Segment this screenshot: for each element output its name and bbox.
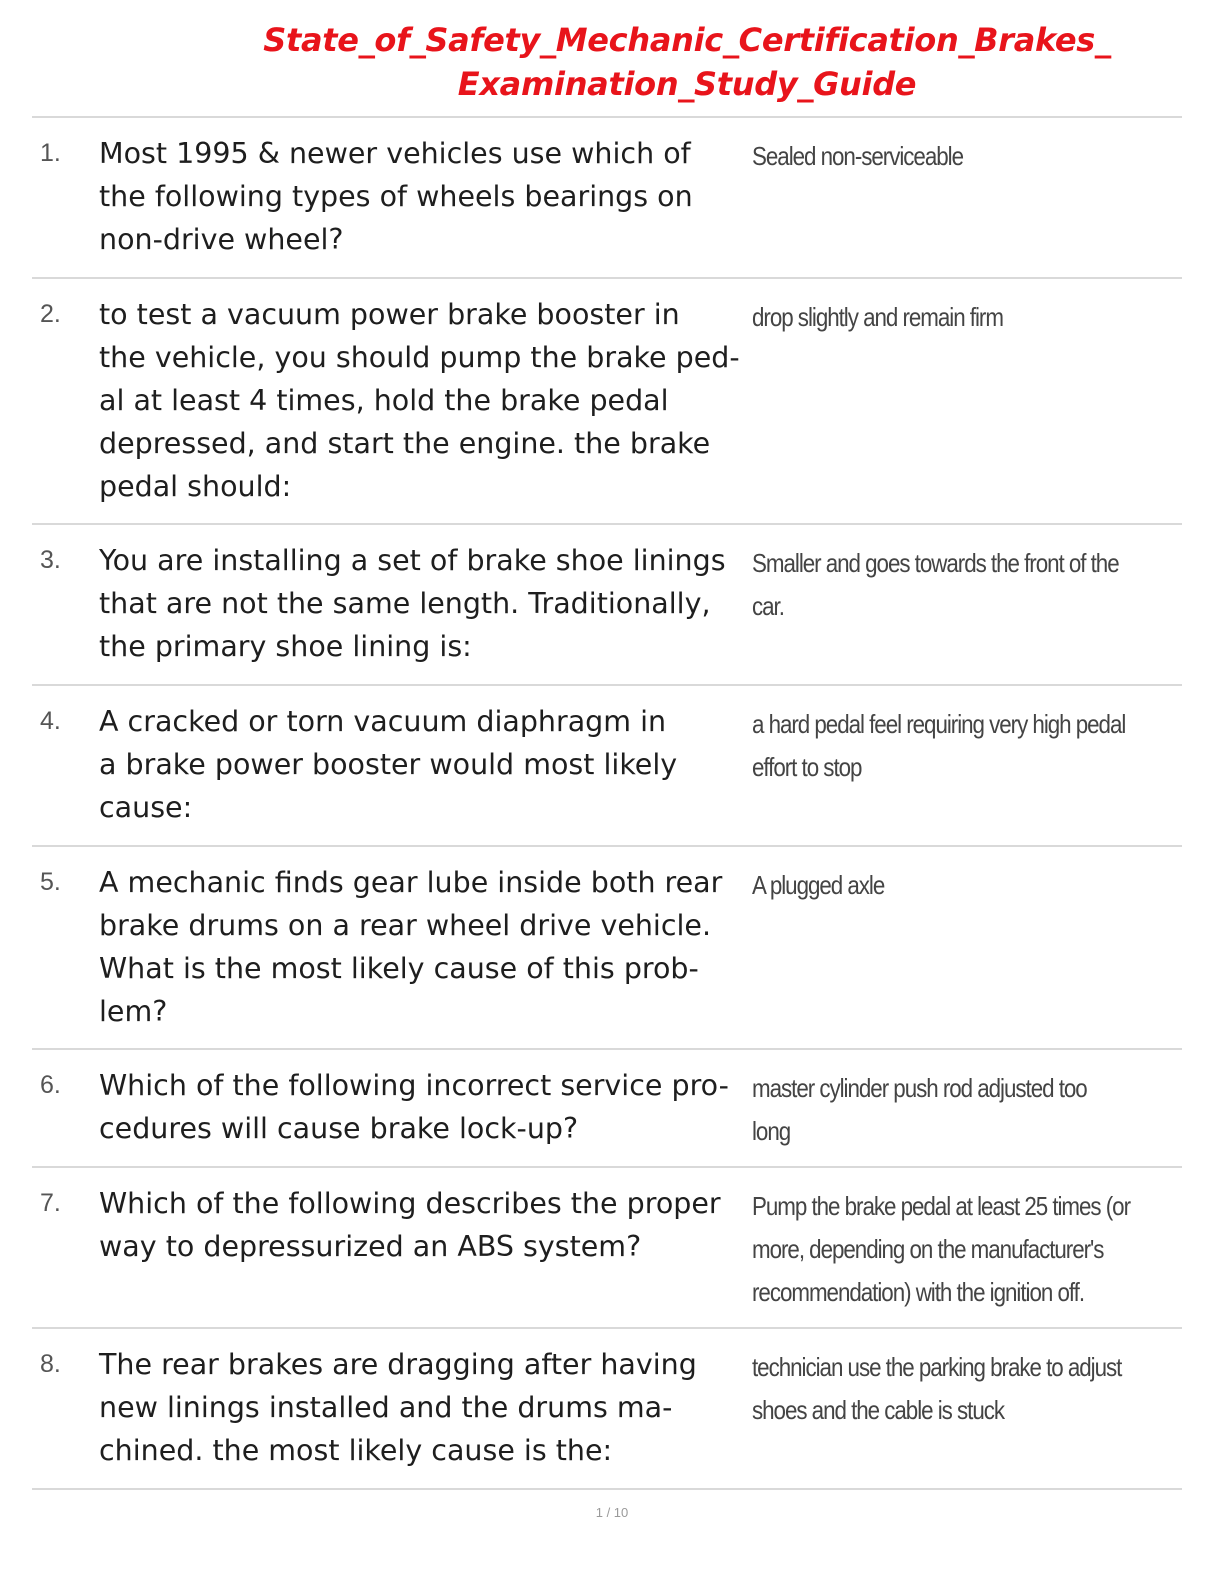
card-number: 6. [40,1071,61,1099]
card-question: Most 1995 & newer vehicles use which of the following types of wheels bearings on non-drive wheel? [99,137,693,256]
card-number: 1. [40,139,61,167]
card-question: The rear brakes are dragging after having new linings installed and the drums ma- chined. the most likely cause is the: [99,1348,697,1467]
card-answer: Smaller and goes towards the front of the car. [752,548,1119,621]
card-question: A mechanic finds gear lube inside both rear brake drums on a rear wheel drive vehicle. What is the most likely cause of this prob- lem? [99,866,723,1028]
flashcard [32,279,1182,525]
card-answer: Pump the brake pedal at least 25 times (or more, depending on the manufacturer's recommendation) with the ignition off. [752,1191,1130,1307]
flashcard [32,686,1182,847]
flashcard-list [32,116,1182,1490]
card-answer: technician use the parking brake to adjust shoes and the cable is stuck [752,1352,1122,1425]
card-answer: Sealed non-serviceable [752,141,963,171]
flashcard [32,1168,1182,1329]
page-number: 1 / 10 [595,1505,629,1520]
card-number: 7. [40,1189,61,1217]
card-number: 5. [40,868,61,896]
card-number: 2. [40,300,61,328]
card-question: A cracked or torn vacuum diaphragm in a brake power booster would most likely cause: [99,705,678,824]
title-line-1: State_of_Safety_Mechanic_Certification_Brakes_ [263,21,1111,59]
card-question: Which of the following describes the proper way to depressurized an ABS system? [99,1187,721,1263]
card-number: 8. [40,1350,61,1378]
card-number: 3. [40,546,61,574]
card-answer: A plugged axle [752,870,885,900]
flashcard [32,847,1182,1050]
flashcard [32,525,1182,686]
card-answer: drop slightly and remain firm [752,302,1003,332]
card-question: to test a vacuum power brake booster in the vehicle, you should pump the brake ped- al at least 4 times, hold the brake pedal depressed, and start the engine. the brake pedal should: [99,298,740,503]
card-number: 4. [40,707,61,735]
flashcard [32,1329,1182,1490]
card-answer: master cylinder push rod adjusted too long [752,1073,1087,1146]
flashcard [32,118,1182,279]
card-question: Which of the following incorrect service pro- cedures will cause brake lock-up? [99,1069,729,1145]
document-title [0,18,1224,106]
card-answer: a hard pedal feel requiring very high pedal effort to stop [752,709,1126,782]
flashcard [32,1050,1182,1168]
title-line-2: Examination_Study_Guide [457,65,917,103]
card-question: You are installing a set of brake shoe linings that are not the same length. Traditionally, the primary shoe lining is: [99,544,726,663]
